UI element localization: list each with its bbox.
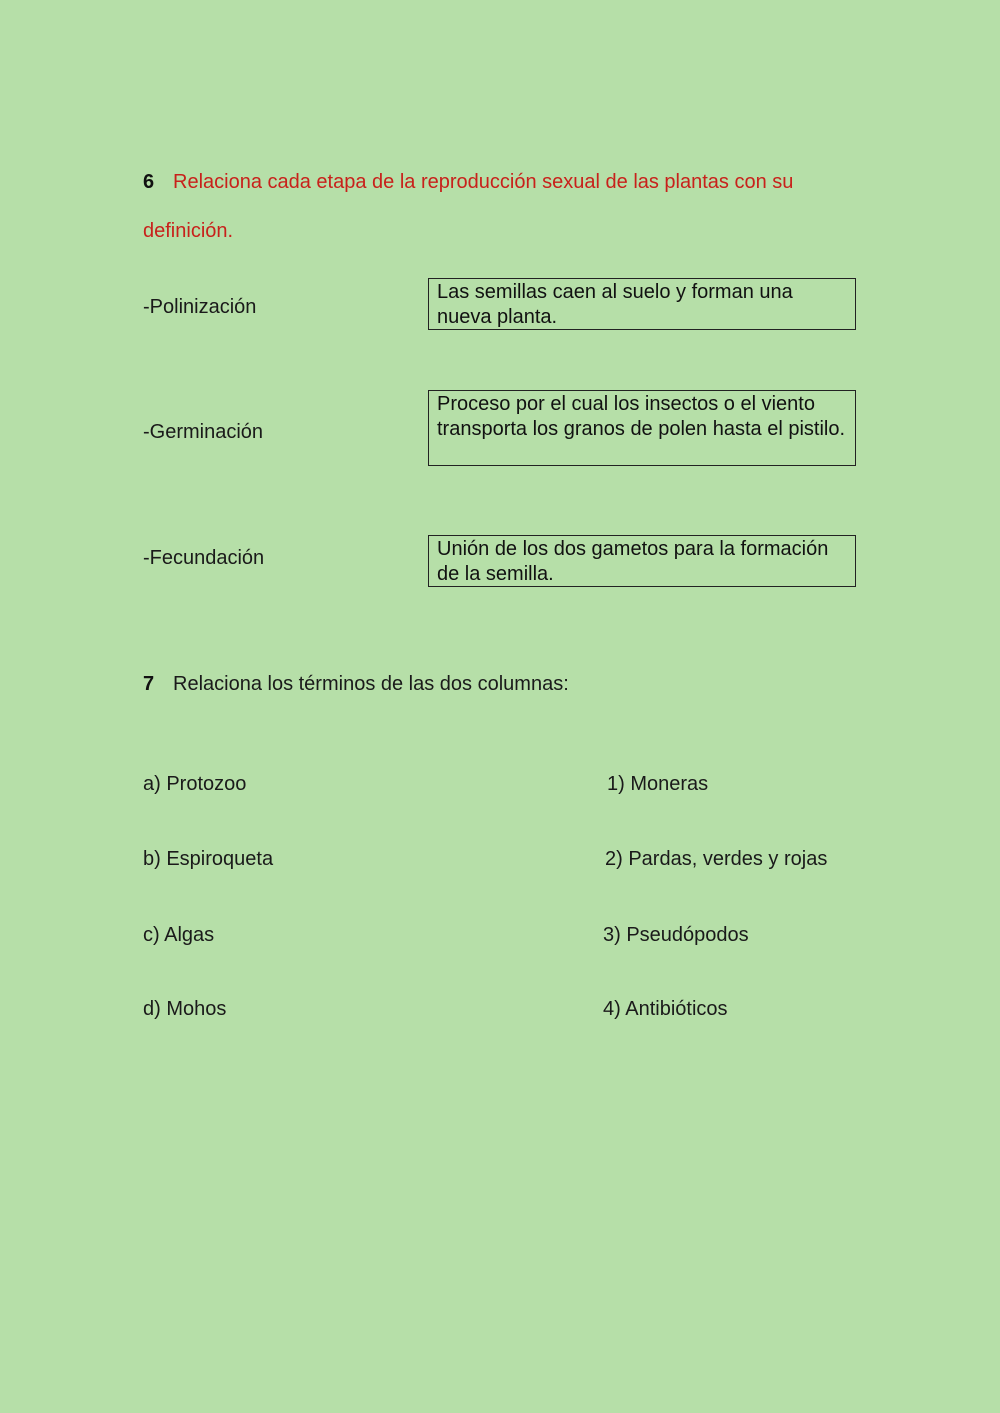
right-item-3[interactable]: 3) Pseudópodos bbox=[603, 924, 749, 946]
question-7-instruction: Relaciona los términos de las dos columnas: bbox=[173, 673, 569, 695]
question-6-instruction-line2: definición. bbox=[143, 220, 234, 242]
right-item-1[interactable]: 1) Moneras bbox=[607, 773, 709, 795]
definition-box-3[interactable]: Unión de los dos gametos para la formación de la semilla. bbox=[428, 535, 856, 587]
term-polinizacion[interactable]: -Polinización bbox=[143, 296, 257, 318]
left-item-c[interactable]: c) Algas bbox=[143, 924, 215, 946]
definition-box-1[interactable]: Las semillas caen al suelo y forman una nueva planta. bbox=[428, 278, 856, 330]
left-item-a[interactable]: a) Protozoo bbox=[143, 773, 247, 795]
term-germinacion[interactable]: -Germinación bbox=[143, 421, 264, 443]
question-6-instruction-line1: Relaciona cada etapa de la reproducción sexual de las plantas con su bbox=[173, 171, 794, 193]
right-item-4[interactable]: 4) Antibióticos bbox=[603, 998, 728, 1020]
question-7-number: 7 bbox=[143, 673, 155, 695]
definition-box-2[interactable]: Proceso por el cual los insectos o el viento transporta los granos de polen hasta el pistilo. bbox=[428, 390, 856, 466]
term-fecundacion[interactable]: -Fecundación bbox=[143, 547, 265, 569]
left-item-b[interactable]: b) Espiroqueta bbox=[143, 848, 274, 870]
right-item-2[interactable]: 2) Pardas, verdes y rojas bbox=[605, 848, 828, 870]
question-6-number: 6 bbox=[143, 171, 155, 193]
left-item-d[interactable]: d) Mohos bbox=[143, 998, 227, 1020]
